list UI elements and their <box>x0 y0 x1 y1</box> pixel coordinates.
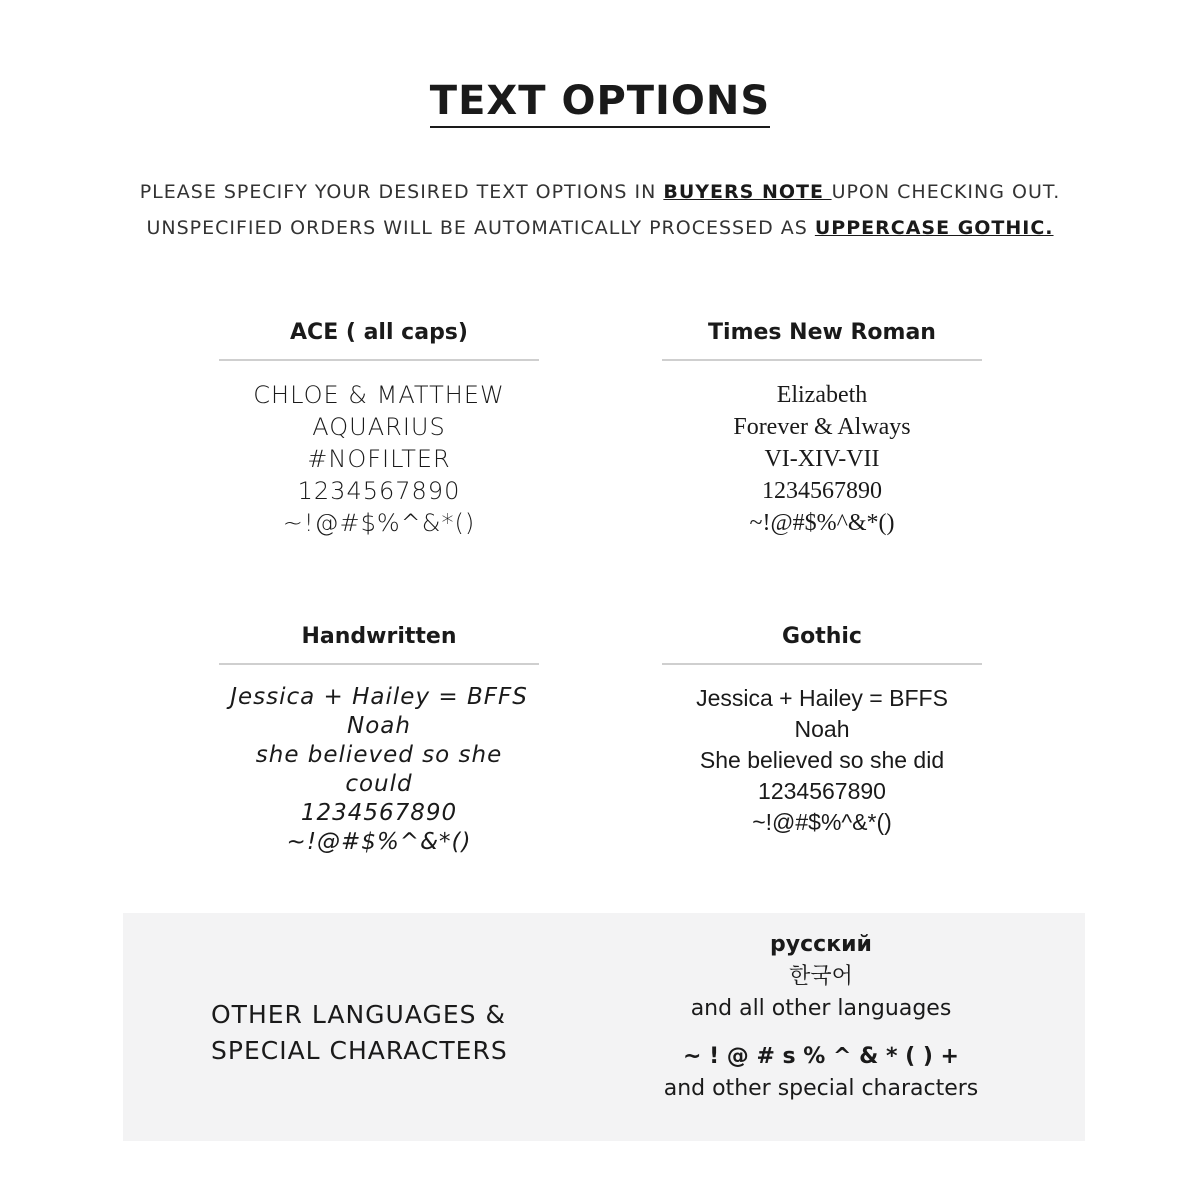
font-option-handwritten <box>219 624 539 857</box>
font-heading-gothic: Gothic <box>662 624 982 665</box>
instructions-line-1-post: UPON CHECKING OUT. <box>831 181 1061 203</box>
sample-line: ~!@#$%^&*() <box>749 510 895 536</box>
page-title-text: TEXT OPTIONS <box>430 78 770 128</box>
all-languages-text: and all other languages <box>690 996 952 1021</box>
instructions <box>0 174 1200 246</box>
font-heading-times-new-roman: Times New Roman <box>662 320 982 361</box>
font-option-times-new-roman <box>662 320 982 539</box>
sample-line: Noah <box>347 713 411 739</box>
sample-line: ~!@#$%^&*() <box>752 809 892 835</box>
sample-line: she believed so she could <box>255 742 503 797</box>
sample-line: Forever & Always <box>733 414 911 440</box>
font-heading-ace: ACE ( all caps) <box>219 320 539 361</box>
instructions-line-1 <box>0 174 1200 210</box>
special-characters-sample: ~ ! @ # s % ^ & * ( ) + <box>683 1044 959 1069</box>
font-samples-handwritten <box>219 683 539 857</box>
other-languages-label-line-2: SPECIAL CHARACTERS <box>211 1036 508 1065</box>
sample-line: 1234567890 <box>762 478 882 504</box>
sample-line: CHLOE & MATTHEW <box>253 381 505 409</box>
font-samples-ace <box>219 379 539 539</box>
font-samples-times-new-roman <box>662 379 982 539</box>
sample-line: 1234567890 <box>300 800 458 826</box>
other-languages-panel <box>123 913 1085 1141</box>
spacer <box>643 1025 999 1041</box>
font-option-ace <box>219 320 539 539</box>
instructions-line-2 <box>0 210 1200 246</box>
sample-line: Jessica + Hailey = BFFS <box>696 685 948 711</box>
page-title <box>0 78 1200 124</box>
sample-line: 1234567890 <box>297 477 461 505</box>
sample-line: 1234567890 <box>758 778 886 804</box>
russian-sample: русский <box>770 932 872 957</box>
other-languages-label-line-1: OTHER LANGUAGES & <box>211 1000 506 1029</box>
sample-line: She believed so she did <box>699 747 945 773</box>
other-languages-examples <box>643 929 999 1105</box>
sample-line: Noah <box>794 716 850 742</box>
other-special-characters-text: and other special characters <box>663 1076 979 1101</box>
sample-line: AQUARIUS <box>312 413 446 441</box>
font-heading-handwritten: Handwritten <box>219 624 539 665</box>
sample-line: #NOFILTER <box>307 445 451 473</box>
uppercase-gothic-link: UPPERCASE GOTHIC. <box>814 217 1054 239</box>
instructions-line-2-pre: UNSPECIFIED ORDERS WILL BE AUTOMATICALLY PROCESSED AS <box>146 217 815 239</box>
sample-line: Elizabeth <box>776 382 868 408</box>
sample-line: ~!@#$%^&*() <box>282 509 476 537</box>
korean-sample: 한국어 <box>789 964 853 989</box>
sample-line: Jessica + Hailey = BFFS <box>230 684 528 710</box>
buyers-note-link: BUYERS NOTE <box>663 181 832 203</box>
font-option-gothic <box>662 624 982 838</box>
instructions-line-1-pre: PLEASE SPECIFY YOUR DESIRED TEXT OPTIONS IN <box>139 181 664 203</box>
other-languages-label <box>211 997 508 1069</box>
sample-line: ~!@#$%^&*() <box>286 829 472 855</box>
font-samples-gothic <box>662 683 982 838</box>
sample-line: VI-XIV-VII <box>764 446 880 472</box>
